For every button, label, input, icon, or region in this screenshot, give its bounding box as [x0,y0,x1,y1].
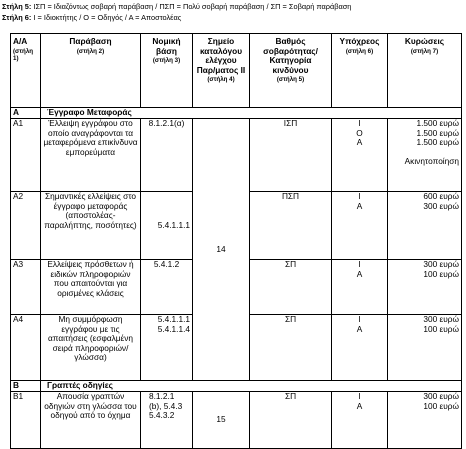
row-legal-basis: 8.1.2.1(α) [141,119,193,192]
penalty-entry: 600 ευρώ [423,191,459,201]
penalty-entry: 300 ευρώ [423,259,459,269]
row-penalties [388,119,462,192]
legend-line-2 [2,13,181,22]
row-liable [332,192,388,260]
row-violation: Ελλείψεις πρόσθετων ή ειδικών πληροφοριών που απαιτούνται για ορισμένες κλάσεις [41,260,141,315]
row-liable [332,392,388,449]
row-penalties [388,315,462,381]
row-legal-basis: 5.4.1.2 [141,260,193,315]
penalties-table [10,33,462,449]
row-liable [332,315,388,381]
legend-label: Στήλη 6: [2,13,32,22]
row-checklist-point: 15 [193,392,250,449]
section-row [11,108,462,119]
row-violation: Έλλειψη εγγράφου στο οποίο αναγράφονται τα μεταφερόμενα επικίνδυνα εμπορεύματα [41,119,141,192]
row-penalties [388,392,462,449]
penalty-entry: 100 ευρώ [423,323,459,334]
row-legal-basis: 5.4.1.1.1 5.4.1.1.4 [141,315,193,381]
section-row [11,381,462,392]
section-code: Β [11,381,41,392]
row-penalties [388,260,462,315]
legend-label: Στήλη 5: [2,2,32,11]
row-violation: Απουσία γραπτών οδηγιών στη γλώσσα του οδηγού από το όχημα [41,392,141,449]
table-row [11,119,462,192]
penalty-entry: Ακινητοποίηση [404,156,459,167]
row-liable [332,119,388,192]
liable-entry: Α [356,268,363,279]
liable-entry: Ο [356,127,363,138]
penalty-entry: 1.500 ευρώ [416,118,459,128]
liable-entry: Α [356,200,363,211]
section-title: Γραπτές οδηγίες [41,381,462,392]
row-penalties [388,192,462,260]
table-row [11,392,462,449]
row-id: Α4 [11,315,41,381]
penalty-entry: 1.500 ευρώ [416,137,459,148]
row-violation: Σημαντικές ελλείψεις στο έγγραφο μεταφοράς (αποστολέας-παραλήπτης, ποσότητες) [41,192,141,260]
header-col-2: Παράβαση (στήλη 2) [41,34,141,108]
liable-entry: Α [356,400,363,411]
header-col-1: Α/Α (στήλη 1) [11,34,41,108]
section-title: Έγγραφο Μεταφοράς [41,108,462,119]
legend-text: ΙΣΠ = Ιδιαζόντως σοβαρή παράβαση / ΠΣΠ = Πολύ σοβαρή παράβαση / ΣΠ = Σοβαρή παράβαση [31,2,352,11]
penalty-entry: 1.500 ευρώ [416,127,459,138]
liable-entry: Ι [358,314,361,324]
legend-text: Ι = Ιδιοκτήτης / Ο = Οδηγός / Α = Αποστολέας [31,13,182,22]
row-id: Β1 [11,392,41,449]
liable-entry: Α [356,323,363,334]
row-severity: ΣΠ [250,315,332,381]
row-severity: ΣΠ [250,260,332,315]
row-checklist-point: 14 [193,119,250,381]
row-liable [332,260,388,315]
header-col-6: Υπόχρεος (στήλη 6) [332,34,388,108]
row-id: Α3 [11,260,41,315]
row-id: Α2 [11,192,41,260]
penalty-entry: 300 ευρώ [423,391,459,401]
liable-entry: Ι [358,118,361,128]
liable-entry: Ι [358,259,361,269]
row-legal-basis: 5.4.1.1.1 [141,192,193,260]
table-header-row [11,34,462,108]
row-violation: Μη συμμόρφωση εγγράφου με τις απαιτήσεις (εσφαλμένη σειρά πληροφοριών/ γλώσσα) [41,315,141,381]
liable-entry: Ι [358,391,361,401]
penalty-entry: 100 ευρώ [423,400,459,411]
header-col-7: Κυρώσεις (στήλη 7) [388,34,462,108]
penalty-entry: 300 ευρώ [423,200,459,211]
penalty-entry: 300 ευρώ [423,314,459,324]
row-legal-basis: 8.1.2.1 (b), 5.4.3 5.4.3.2 [141,392,193,449]
row-severity: ΣΠ [250,392,332,449]
header-col-4: Σημείο καταλόγου ελέγχου Παρ/ματος ΙΙ (στήλη 4) [193,34,250,108]
liable-entry: Α [356,137,363,148]
header-col-3: Νομική βάση (στήλη 3) [141,34,193,108]
row-severity: ΠΣΠ [250,192,332,260]
legend-line-1 [2,2,351,11]
row-severity: ΙΣΠ [250,119,332,192]
section-code: Α [11,108,41,119]
liable-entry: Ι [358,191,361,201]
row-id: Α1 [11,119,41,192]
penalty-entry: 100 ευρώ [423,268,459,279]
header-col-5: Βαθμός σοβαρότητας/ Κατηγορία κινδύνου (στήλη 5) [250,34,332,108]
